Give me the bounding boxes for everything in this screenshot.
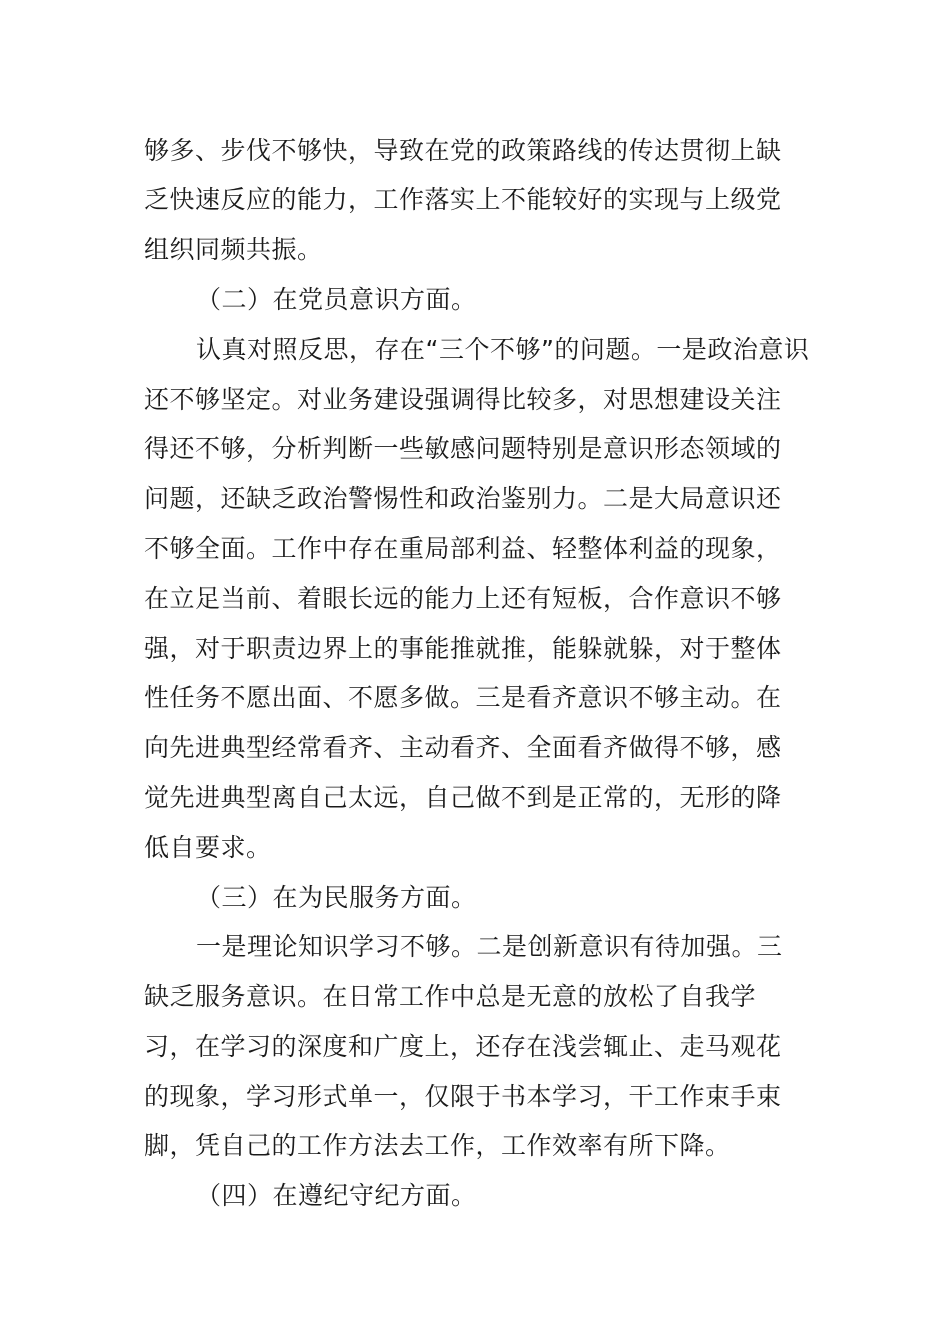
section-heading: （二）在党员意识方面。: [196, 285, 477, 314]
paragraph-line: 在立足当前、着眼长远的能力上还有短板，合作意识不够: [144, 584, 782, 613]
paragraph-line: 一是理论知识学习不够。二是创新意识有待加强。三: [196, 932, 783, 961]
paragraph-line: 认真对照反思，存在“三个不够”的问题。一是政治意识: [196, 335, 810, 364]
paragraph-line: 问题，还缺乏政治警惕性和政治鉴别力。二是大局意识还: [144, 484, 782, 513]
paragraph-line: 性任务不愿出面、不愿多做。三是看齐意识不够主动。在: [144, 683, 782, 712]
paragraph-line: 乏快速反应的能力，工作落实上不能较好的实现与上级党: [144, 185, 782, 214]
paragraph-line: 习，在学习的深度和广度上，还存在浅尝辄止、走马观花: [144, 1032, 782, 1061]
section-heading: （三）在为民服务方面。: [196, 883, 477, 912]
paragraph-line: 不够全面。工作中存在重局部利益、轻整体利益的现象，: [144, 534, 782, 563]
paragraph-line: 脚，凭自己的工作方法去工作，工作效率有所下降。: [144, 1131, 731, 1160]
paragraph-line: 强，对于职责边界上的事能推就推，能躲就躲，对于整体: [144, 634, 782, 663]
paragraph-line: 觉先进典型离自己太远，自己做不到是正常的，无形的降: [144, 783, 782, 812]
paragraph-line: 缺乏服务意识。在日常工作中总是无意的放松了自我学: [144, 982, 757, 1011]
paragraph-line: 得还不够，分析判断一些敏感问题特别是意识形态领域的: [144, 434, 782, 463]
paragraph-line: 向先进典型经常看齐、主动看齐、全面看齐做得不够，感: [144, 733, 782, 762]
paragraph-line: 组织同频共振。: [144, 235, 323, 264]
paragraph-line: 还不够坚定。对业务建设强调得比较多，对思想建设关注: [144, 385, 782, 414]
paragraph-line: 的现象，学习形式单一，仅限于书本学习，干工作束手束: [144, 1082, 782, 1111]
section-heading: （四）在遵纪守纪方面。: [196, 1181, 477, 1210]
paragraph-line: 够多、步伐不够快，导致在党的政策路线的传达贯彻上缺: [144, 136, 782, 165]
paragraph-line: 低自要求。: [144, 833, 272, 862]
